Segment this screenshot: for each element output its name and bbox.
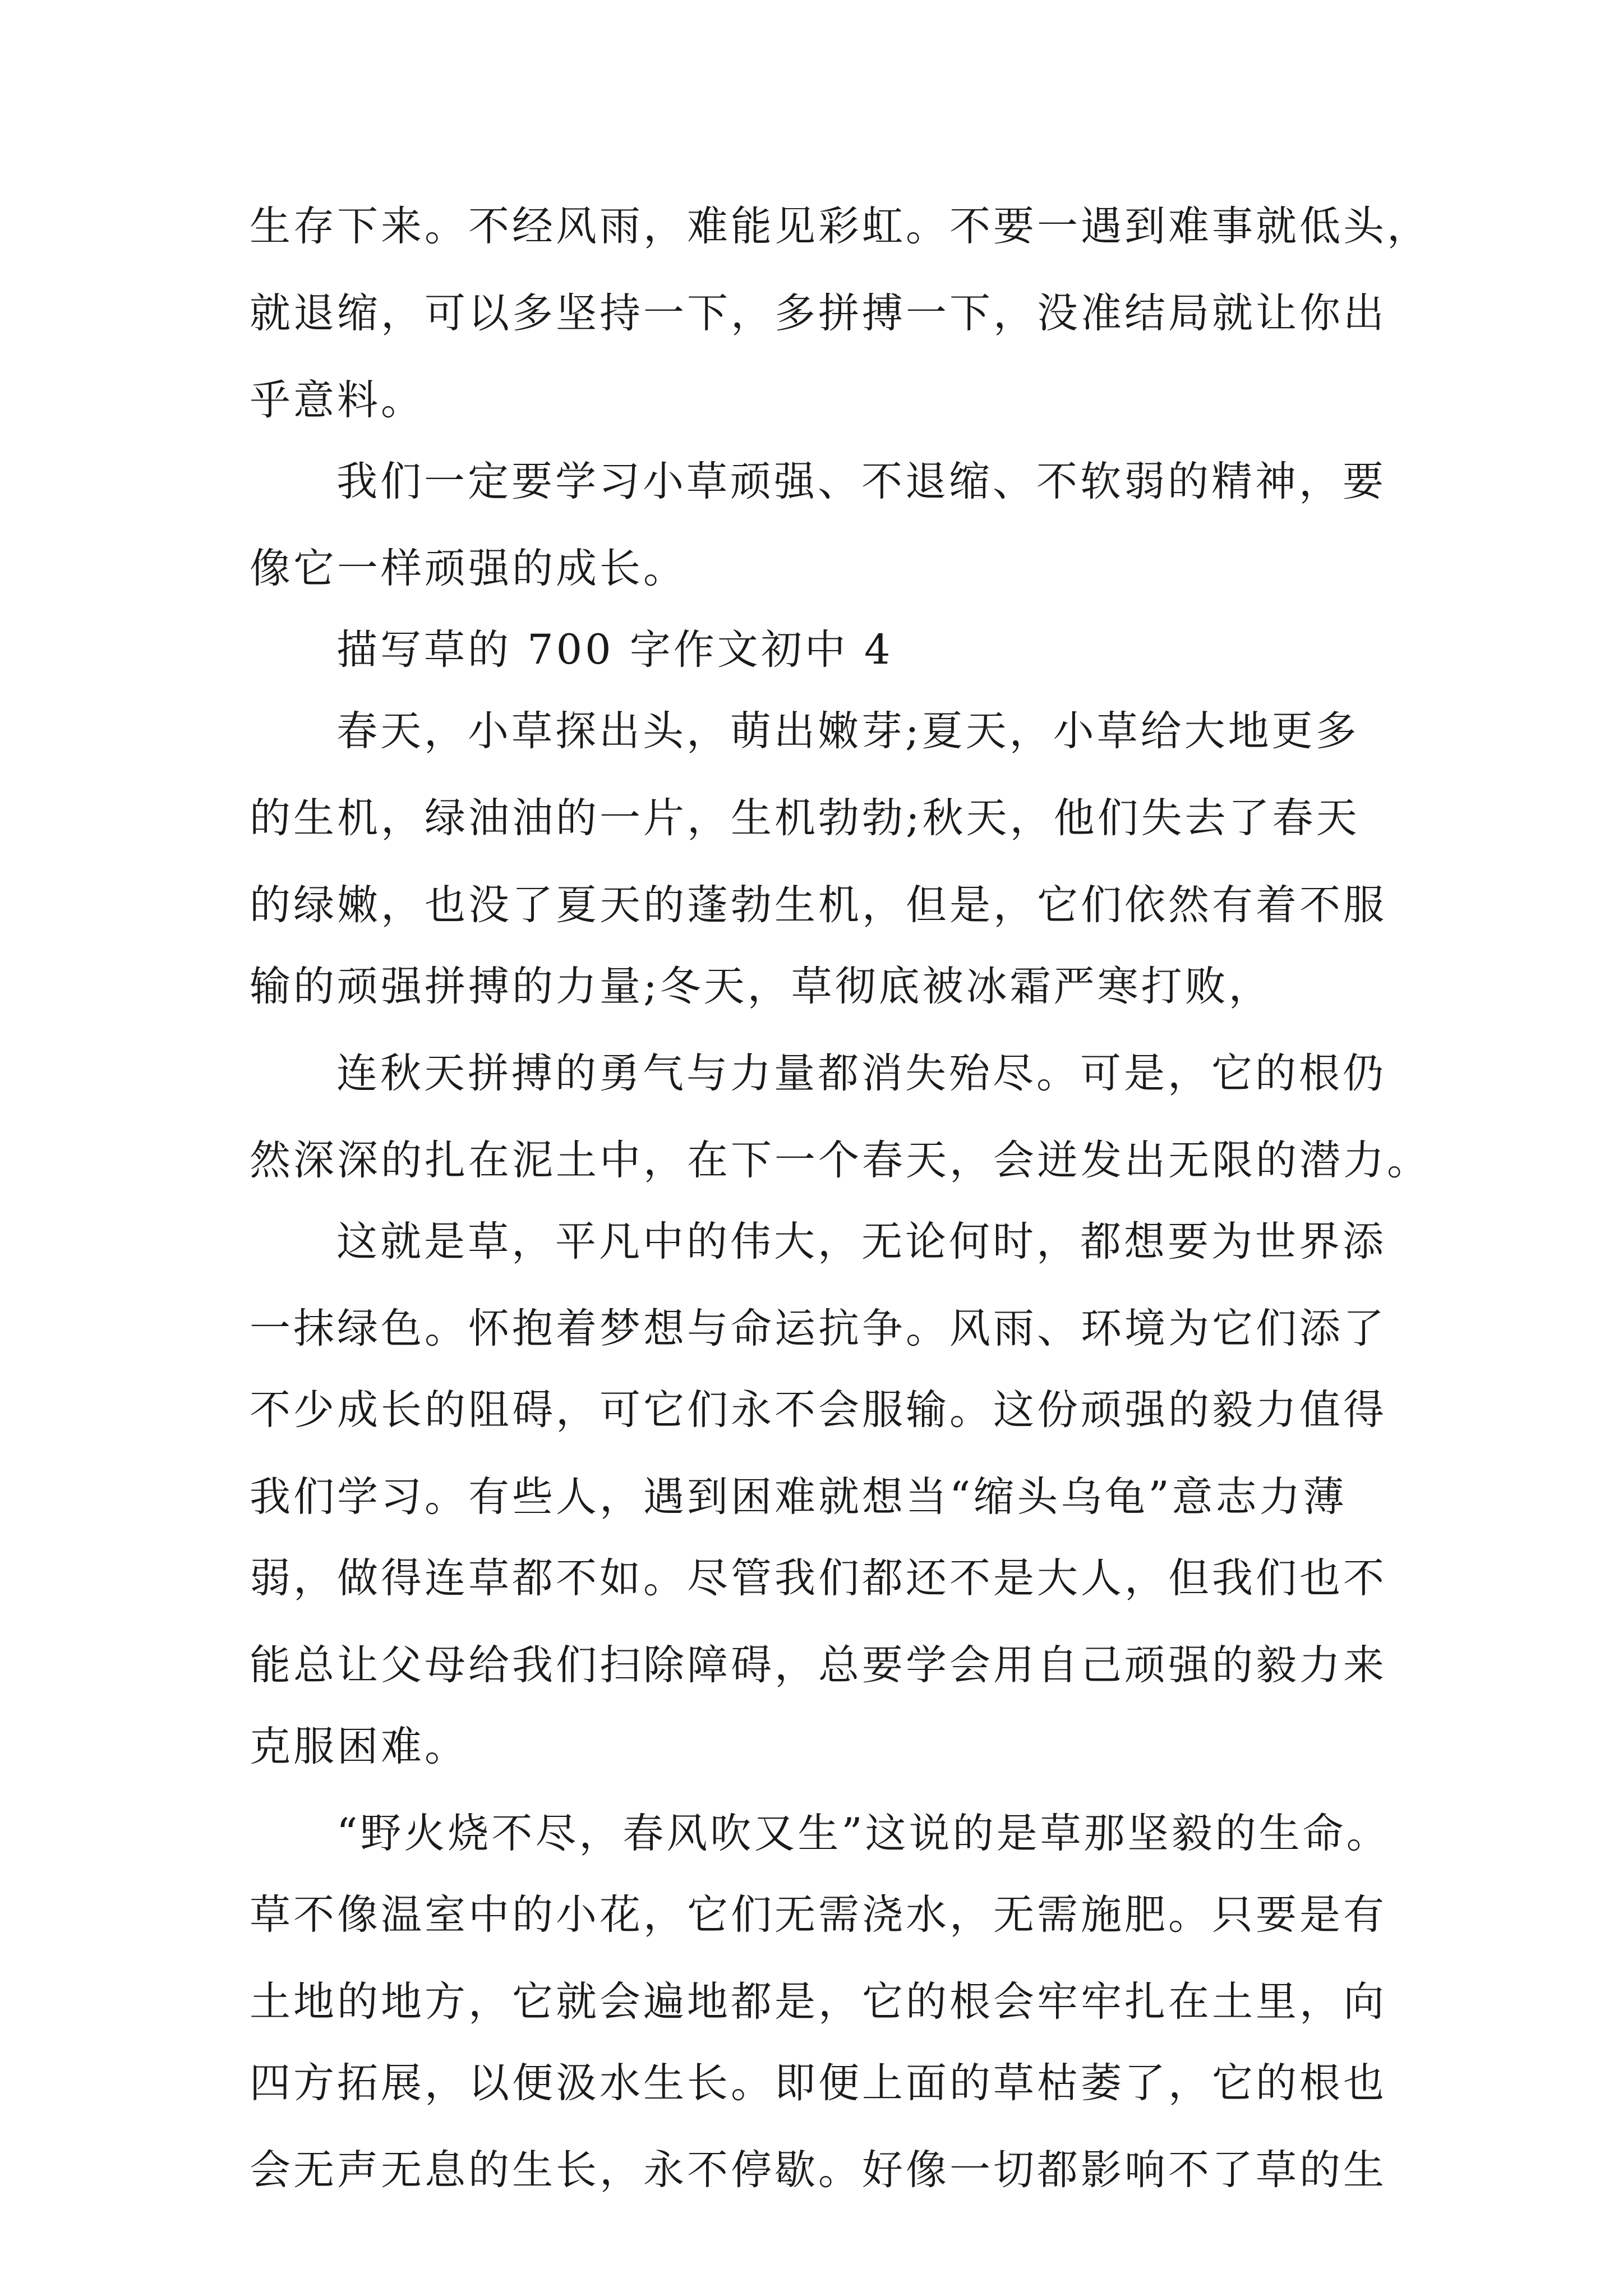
- text-line: 这就是草，平凡中的伟大，无论何时，都想要为世界添: [336, 1218, 1386, 1266]
- text-line: 连秋天拼搏的勇气与力量都消失殆尽。可是，它的根仍: [336, 1050, 1386, 1097]
- section-heading: 描写草的 700 字作文初中 4: [336, 626, 893, 674]
- text-line: 弱，做得连草都不如。尽管我们都还不是大人，但我们也不: [250, 1554, 1387, 1602]
- text-line: 土地的地方，它就会遍地都是，它的根会牢牢扎在土里，向: [250, 1978, 1387, 2026]
- text-line: 我们一定要学习小草顽强、不退缩、不软弱的精神，要: [336, 458, 1386, 505]
- text-line: 会无声无息的生长，永不停歇。好像一切都影响不了草的生: [250, 2146, 1387, 2194]
- text-line: 的绿嫩，也没了夏天的蓬勃生机，但是，它们依然有着不服: [250, 881, 1387, 929]
- text-line: “野火烧不尽，春风吹又生”这说的是草那坚毅的生命。: [336, 1810, 1390, 1857]
- text-line: 能总让父母给我们扫除障碍，总要学会用自己顽强的毅力来: [250, 1641, 1387, 1689]
- text-line: 像它一样顽强的成长。: [250, 545, 687, 592]
- text-line: 草不像温室中的小花，它们无需浇水，无需施肥。只要是有: [250, 1891, 1387, 1939]
- text-line: 四方拓展，以便汲水生长。即便上面的草枯萎了，它的根也: [250, 2059, 1387, 2107]
- text-line: 然深深的扎在泥土中，在下一个春天，会迸发出无限的潜力。: [250, 1137, 1431, 1184]
- text-line: 的生机，绿油油的一片，生机勃勃;秋天，他们失去了春天: [250, 794, 1360, 842]
- text-line: 输的顽强拼搏的力量;冬天，草彻底被冰霜严寒打败，: [250, 963, 1272, 1010]
- text-line: 生存下来。不经风雨，难能见彩虹。不要一遇到难事就低头，: [250, 203, 1431, 250]
- text-line: 克服困难。: [250, 1723, 468, 1770]
- text-line: 不少成长的阻碍，可它们永不会服输。这份顽强的毅力值得: [250, 1386, 1387, 1434]
- text-line: 就退缩，可以多坚持一下，多拼搏一下，没准结局就让你出: [250, 289, 1387, 337]
- text-line: 我们学习。有些人，遇到困难就想当“缩头乌龟”意志力薄: [250, 1473, 1347, 1521]
- text-line: 一抹绿色。怀抱着梦想与命运抗争。风雨、环境为它们添了: [250, 1305, 1387, 1352]
- text-line: 春天，小草探出头，萌出嫩芽;夏天，小草给大地更多: [336, 707, 1359, 755]
- text-line: 乎意料。: [250, 376, 425, 424]
